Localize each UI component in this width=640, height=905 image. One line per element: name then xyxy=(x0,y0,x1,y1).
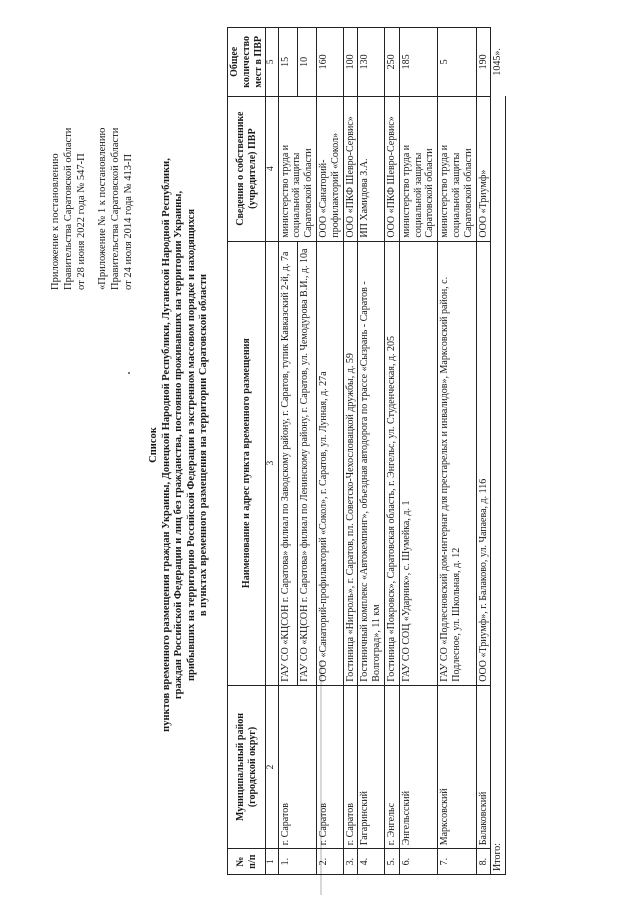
row-district: Гагаринский xyxy=(358,685,385,849)
table-row xyxy=(316,28,343,875)
column-index: 3 xyxy=(266,241,278,685)
column-index: 5 xyxy=(266,28,278,97)
row-capacity: 5 xyxy=(438,28,476,97)
row-name: ГАУ СО «КЦСОН г. Саратова» филиал по Заводскому району, г. Саратов, тупик Кавказский 2-й, д. 7а xyxy=(278,241,297,685)
row-num: 4. xyxy=(358,849,385,875)
table-row xyxy=(438,28,476,875)
row-name: Гостиница «Нигроль», г. Саратов, пл. Советско-Чехословацкой дружбы, д. 59 xyxy=(343,241,358,685)
approval-line: Приложение к постановлению xyxy=(50,153,61,290)
approval-original xyxy=(97,30,135,290)
row-capacity: 250 xyxy=(384,28,399,97)
column-index: 1 xyxy=(266,849,278,875)
header-district: Муниципальный район (городской округ) xyxy=(228,685,266,849)
total-label: Итого: xyxy=(491,96,506,874)
title-heading: Список xyxy=(148,427,159,463)
header-name: Наименование и адрес пункта временного размещения xyxy=(228,241,266,685)
shelters-table xyxy=(227,27,506,875)
row-capacity: 190 xyxy=(476,28,491,97)
row-district: г. Энгельс xyxy=(384,685,399,849)
row-name: Гостиничный комплекс «Автокемпинг», объездная автодорога по трассе «Сызрань - Саратов - Волгоград», 11 км xyxy=(358,241,385,685)
approval-line: Правительства Саратовской области xyxy=(110,127,122,290)
approval-line: Правительства Саратовской области xyxy=(62,127,74,290)
header-num: № п/п xyxy=(228,849,266,875)
row-district: г. Саратов xyxy=(316,685,343,849)
table-header-row xyxy=(228,28,266,875)
title-line: в пунктах временного размещения на территории Саратовской области xyxy=(198,273,210,617)
table-row xyxy=(358,28,385,875)
approval-block xyxy=(50,30,145,290)
table-total-row xyxy=(491,28,506,875)
column-index-row xyxy=(266,28,278,875)
row-owner: министерство труда и социальной защиты Саратовской области xyxy=(438,96,476,241)
row-owner: министерство труда и социальной защиты Саратовской области xyxy=(278,96,316,241)
table-row xyxy=(399,28,437,875)
row-capacity: 130 xyxy=(358,28,385,97)
row-owner: ООО «ПКФ Шевро-Сервис» xyxy=(384,96,399,241)
row-name: ГАУ СО «КЦСОН г. Саратова» филиал по Ленинскому району, г. Саратов, ул. Чемодурова В.И., д. 10а xyxy=(297,241,316,685)
header-owner: Сведения о собственнике (учредителе) ПВР xyxy=(228,96,266,241)
column-index: 2 xyxy=(266,685,278,849)
table-row xyxy=(384,28,399,875)
row-num: 1. xyxy=(278,849,316,875)
row-district: г. Саратов xyxy=(278,685,316,849)
title-line: прибывших на территорию Российской Федерации в экстренном массовом порядке и находящихся xyxy=(185,208,197,682)
table-row xyxy=(476,28,491,875)
row-owner: ООО «Триумф» xyxy=(476,96,491,241)
row-owner: ООО «ПКФ Шевро-Сервис» xyxy=(343,96,358,241)
row-num: 8. xyxy=(476,849,491,875)
row-district: Энгельсский xyxy=(399,685,437,849)
row-capacity: 160 xyxy=(316,28,343,97)
row-name: ООО «Санаторий-профилакторий «Сокол», г. Саратов, ул. Лунная, д. 27а xyxy=(316,241,343,685)
document-title xyxy=(148,95,211,795)
row-num: 3. xyxy=(343,849,358,875)
row-name: Гостиница «Покровск», Саратовская область, г. Энгельс, ул. Студенческая, д. 205 xyxy=(384,241,399,685)
row-district: Марксовский xyxy=(438,685,476,849)
row-num: 2. xyxy=(316,849,343,875)
row-owner: ООО «Санаторий-профилакторий «Сокол» xyxy=(316,96,343,241)
row-name: ГАУ СО «Подлесновский дом-интернат для престарелых и инвалидов», Марксовский район, с. Подлесное, ул. Школьная, д. 12 xyxy=(438,241,476,685)
header-capacity: Общее количество мест в ПВР xyxy=(228,28,266,97)
table-row xyxy=(278,28,297,875)
approval-line: от 24 июля 2014 года № 413-П xyxy=(122,153,134,290)
row-capacity: 15 xyxy=(278,28,297,97)
row-capacity: 10 xyxy=(297,28,316,97)
row-owner: ИП Хамидова З.А. xyxy=(358,96,385,241)
title-line: пунктов временного размещения граждан Украины, Донецкой Народной Республики, Луганской Народной Республики, xyxy=(160,158,172,732)
title-line: граждан Российской Федерации и лиц без гражданства, постоянно проживавших на территории Украины, xyxy=(173,190,185,700)
row-owner: министерство труда и социальной защиты Саратовской области xyxy=(399,96,437,241)
row-capacity: 185 xyxy=(399,28,437,97)
row-district: Балаковский xyxy=(476,685,491,849)
approval-current xyxy=(50,30,88,290)
total-value: 1045». xyxy=(492,48,504,76)
row-num: 6. xyxy=(399,849,437,875)
row-num: 5. xyxy=(384,849,399,875)
row-num: 7. xyxy=(438,849,476,875)
column-index: 4 xyxy=(266,96,278,241)
row-name: ГАУ СО СОЦ «Ударник», с. Шумейка, д. 1 xyxy=(399,241,437,685)
row-name: ООО «Триумф», г. Балаково, ул. Чапаева, д. 116 xyxy=(476,241,491,685)
row-capacity: 100 xyxy=(343,28,358,97)
table-row xyxy=(343,28,358,875)
row-district: г. Саратов xyxy=(343,685,358,849)
approval-line: «Приложение № 1 к постановлению xyxy=(97,127,109,290)
approval-line: от 28 июня 2022 года № 547-П xyxy=(75,153,87,290)
